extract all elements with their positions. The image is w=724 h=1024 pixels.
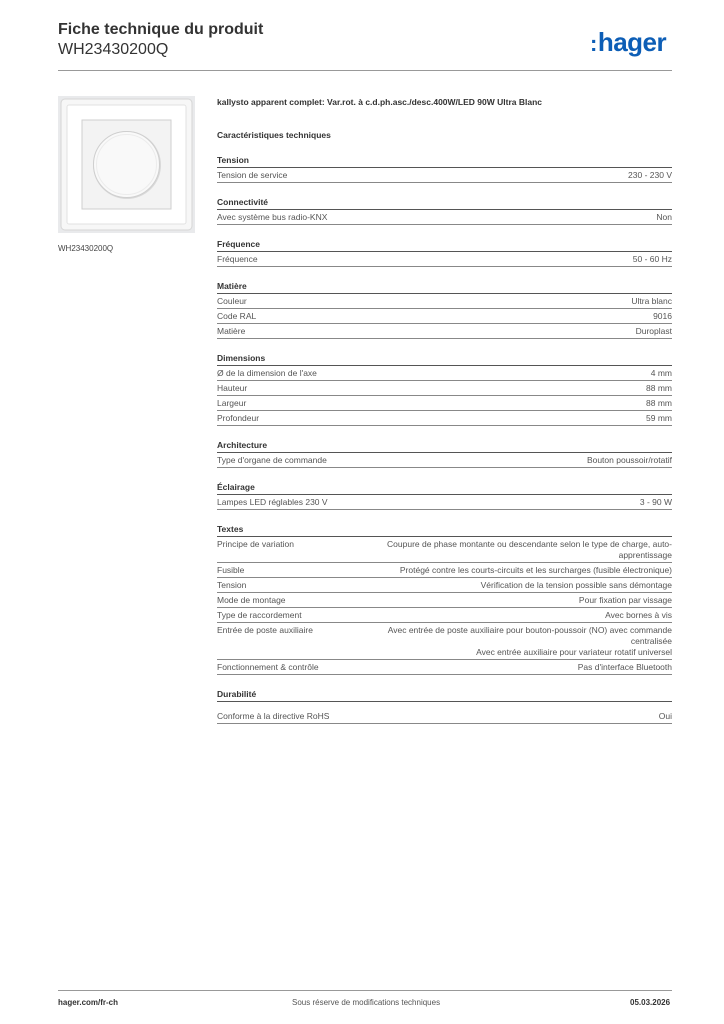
footer-divider: [58, 990, 672, 991]
spec-row: [217, 252, 672, 267]
spec-label: Lampes LED réglables 230 V: [217, 497, 328, 507]
spec-row: [217, 660, 672, 675]
section-title: Textes: [217, 524, 672, 537]
section-title: Matière: [217, 281, 672, 294]
spec-row: [217, 563, 672, 578]
spec-label: Conforme à la directive RoHS: [217, 711, 330, 721]
spec-value: Protégé contre les courts-circuits et les surcharges (fusible électronique): [399, 565, 672, 575]
section-title: Connectivité: [217, 197, 672, 210]
spec-value: Vérification de la tension possible sans démontage: [480, 580, 672, 590]
spec-label: Tension: [217, 580, 247, 590]
section-title: Éclairage: [217, 482, 672, 495]
spec-value: 88 mm: [646, 398, 672, 408]
spec-label: Hauteur: [217, 383, 248, 393]
spec-value: Duroplast: [635, 326, 672, 336]
spec-value-secondary: Avec entrée auxiliaire pour variateur rotatif universel: [476, 647, 672, 657]
spec-value: Avec bornes à vis: [605, 610, 672, 620]
section-matiere: [217, 281, 672, 339]
spec-row: [217, 294, 672, 309]
spec-row: [217, 593, 672, 608]
spec-label: Principe de variation: [217, 539, 295, 549]
spec-row: [217, 623, 672, 660]
section-durabilite: [217, 689, 672, 724]
product-code: WH23430200Q: [58, 41, 169, 58]
specifications: [217, 96, 672, 724]
spec-label: Code RAL: [217, 311, 257, 321]
spec-value: 9016: [653, 311, 672, 321]
spec-label: Type de raccordement: [217, 610, 302, 620]
section-dimensions: [217, 353, 672, 426]
spec-row: [217, 495, 672, 510]
image-caption: WH23430200Q: [58, 244, 114, 253]
spec-value: Coupure de phase montante ou descendante selon le type de charge, auto-apprentissage: [387, 539, 672, 560]
spec-label: Matière: [217, 326, 246, 336]
spec-row: [217, 168, 672, 183]
section-title: Dimensions: [217, 353, 672, 366]
spec-value: 88 mm: [646, 383, 672, 393]
section-eclairage: [217, 482, 672, 510]
spec-label: Couleur: [217, 296, 247, 306]
spec-label: Avec système bus radio-KNX: [217, 212, 328, 222]
spec-label: Largeur: [217, 398, 247, 408]
footer-date: 05.03.2026: [630, 998, 671, 1007]
spec-value: Pour fixation par vissage: [578, 595, 672, 605]
spec-row: [217, 537, 672, 563]
spec-value: Non: [656, 212, 672, 222]
spec-value: 3 - 90 W: [639, 497, 672, 507]
spec-row: [217, 309, 672, 324]
spec-value: Avec entrée de poste auxiliaire pour bouton-poussoir (NO) avec commande centralisée: [387, 625, 672, 646]
section-connectivite: [217, 197, 672, 225]
spec-value: 4 mm: [650, 368, 672, 378]
section-title: Tension: [217, 155, 672, 168]
spec-value: 50 - 60 Hz: [632, 254, 672, 264]
page-title: Fiche technique du produit: [58, 21, 264, 38]
spec-row: [217, 411, 672, 426]
spec-label: Type d'organe de commande: [217, 455, 327, 465]
spec-label: Fonctionnement & contrôle: [217, 662, 319, 672]
spec-row: [217, 709, 672, 724]
header-divider: [58, 70, 672, 71]
footer-website: hager.com/fr-ch: [58, 998, 119, 1007]
product-description: kallysto apparent complet: Var.rot. à c.d.ph.asc./desc.400W/LED 90W Ultra Blanc: [217, 97, 542, 107]
section-title: Fréquence: [217, 239, 672, 252]
spec-value: Pas d'interface Bluetooth: [577, 662, 672, 672]
spec-value: 59 mm: [646, 413, 672, 423]
spec-row: [217, 608, 672, 623]
spec-value: Oui: [658, 711, 672, 721]
spec-row: [217, 324, 672, 339]
spec-label: Fréquence: [217, 254, 258, 264]
hager-logo: [590, 28, 666, 58]
section-title: Durabilité: [217, 689, 672, 702]
spec-row: [217, 366, 672, 381]
spec-row: [217, 453, 672, 468]
spec-label: Fusible: [217, 565, 245, 575]
spec-value: Bouton poussoir/rotatif: [586, 455, 672, 465]
header: [58, 20, 263, 60]
footer-notice: Sous réserve de modifications techniques: [292, 998, 441, 1007]
spec-value: 230 - 230 V: [628, 170, 672, 180]
logo-text: hager: [597, 27, 667, 57]
spec-row: [217, 578, 672, 593]
section-tension: [217, 155, 672, 183]
spec-row: [217, 396, 672, 411]
specifications-subtitle: Caractéristiques techniques: [217, 130, 331, 140]
section-title: Architecture: [217, 440, 672, 453]
section-frequence: [217, 239, 672, 267]
spec-value: Ultra blanc: [631, 296, 672, 306]
spec-label: Tension de service: [217, 170, 288, 180]
product-image: [58, 96, 195, 233]
spec-label: Entrée de poste auxiliaire: [217, 625, 313, 635]
spec-label: Mode de montage: [217, 595, 286, 605]
logo-dots-icon: :: [590, 31, 597, 56]
spec-row: [217, 210, 672, 225]
spec-row: [217, 381, 672, 396]
spec-label: Profondeur: [217, 413, 260, 423]
spec-value-group: [347, 625, 672, 658]
spec-label: Ø de la dimension de l'axe: [217, 368, 317, 378]
section-textes: [217, 524, 672, 675]
section-architecture: [217, 440, 672, 468]
